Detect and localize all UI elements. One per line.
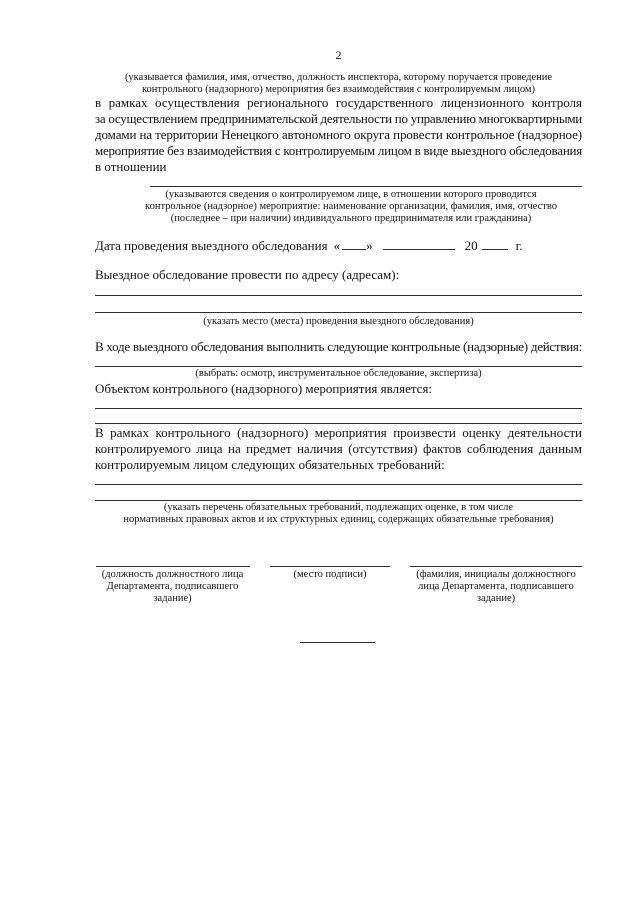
actions-caption: (выбрать: осмотр, инструментальное обследование, экспертиза) [195,368,482,379]
inspection-date-line [95,237,582,254]
inspector-caption [95,72,582,96]
paragraph-line: В рамках контрольного (надзорного) мероприятия произвести оценку деятельности [95,425,582,440]
signature-place-line [270,566,390,567]
signature-position-line [96,566,250,567]
caption-line: Департамента, подписавшего [106,581,239,592]
object-fill-line [95,408,582,409]
caption-line: задание) [476,593,516,604]
caption-line: контрольное (надзорное) мероприятие: наименование организации, фамилия, имя, отчество [145,201,557,212]
paragraph-line: за осуществлением предпринимательской деятельности по управлению многоквартирными [95,111,582,126]
signature-name-line [410,566,582,567]
caption-line: (должность должностного лица [101,569,244,580]
year-suffix: г. [515,238,523,253]
controlled-person-caption [120,189,582,225]
signature-name-caption [410,569,582,605]
caption-line: задание) [153,593,192,604]
actions-label: В ходе выездного обследования выполнить следующие контрольные (надзорные) действия: [95,339,582,354]
address-fill-line [95,312,582,313]
object-fill-line [95,423,582,424]
address-caption: (указать место (места) проведения выездного обследования) [203,316,474,327]
year-prefix: 20 [464,238,478,253]
paragraph-line: в рамках осуществления регионального государственного лицензионного контроля [95,95,582,110]
paragraph-line: домами на территории Ненецкого автономного округа провести контрольное (надзорное) [95,127,582,142]
paragraph-line: контролируемого лица на предмет наличия (отсутствия) фактов соблюдения данным [95,441,582,456]
day-blank [342,237,366,250]
caption-line: лица Департамента, подписавшего [418,581,574,592]
caption-line: (указываются сведения о контролируемом лице, в отношении которого проводится [165,189,537,200]
address-fill-line [95,295,582,296]
caption-line: (фамилия, инициалы должностного [416,569,576,580]
paragraph-line: в отношении [95,159,167,174]
page-number: 2 [335,48,342,62]
caption-line: (указывается фамилия, имя, отчество, должность инспектора, которому поручается проведение [124,72,553,83]
actions-fill-line [95,366,582,367]
month-blank [383,237,455,250]
caption-line: (указать перечень обязательных требований, подлежащих оценке, в том числе [163,502,514,513]
date-close-quote: » [366,238,373,253]
requirements-caption [95,502,582,526]
end-separator-line [300,642,375,643]
paragraph-line: контролируемым лицом следующих обязательных требований: [95,457,445,472]
caption-line: нормативных правовых актов и их структурных единиц, содержащих обязательные требования) [123,514,554,525]
date-label: Дата проведения выездного обследования [95,238,328,253]
object-label: Объектом контрольного (надзорного) мероприятия является: [95,381,433,396]
caption-line: контрольного (надзорного) мероприятия без взаимодействия с контролируемым лицом) [141,84,536,95]
intro-paragraph [95,95,582,175]
year-blank [482,237,508,250]
requirements-paragraph [95,425,582,473]
caption-line: (место подписи) [293,569,367,580]
controlled-person-fill-line [150,186,582,187]
signature-place-caption [270,569,390,581]
caption-line: (последнее – при наличии) индивидуального предпринимателя или гражданина) [170,213,532,224]
requirements-fill-line [95,484,582,485]
paragraph-line: мероприятие без взаимодействия с контролируемым лицом в виде выездного обследования [95,143,582,158]
requirements-fill-line [95,500,582,501]
address-label: Выездное обследование провести по адресу (адресам): [95,267,400,282]
date-open-quote: « [333,238,341,253]
signature-position-caption [95,569,250,605]
